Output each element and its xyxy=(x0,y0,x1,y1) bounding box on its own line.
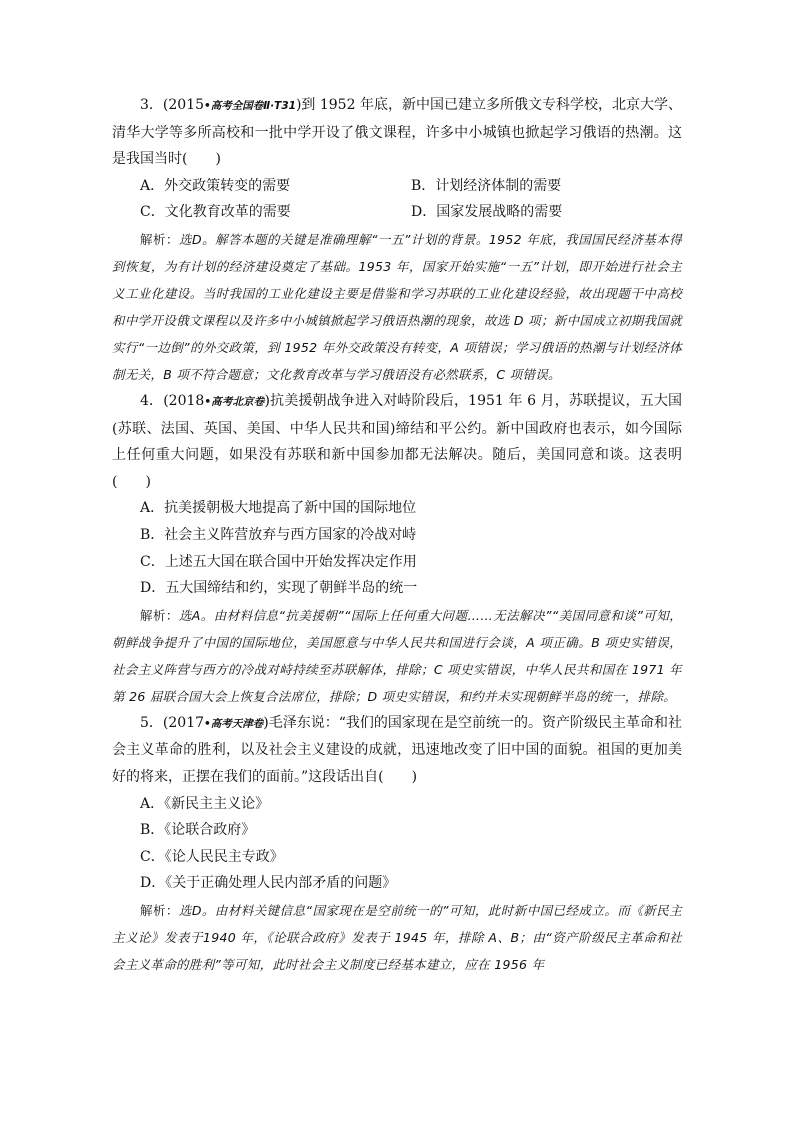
question-4-stem xyxy=(112,388,682,495)
question-4-option-a: A．抗美援朝极大地提高了新中国的国际地位 xyxy=(140,500,417,517)
question-4-text: )抗美援朝战争进入对峙阶段后，1951 年 6 月，苏联提议，五大国(苏联、法国、英国、美国、中华人民共和国)缔结和平公约。新中国政府也表示，如今国际上任何重大问题，如果没有苏联和新中国参加都无法解决。随后，美国同意和谈。这表明( ) xyxy=(112,392,683,490)
question-5-option-a: A．《新民主主义论》 xyxy=(140,795,270,812)
question-4-source: •高考北京卷 xyxy=(204,395,265,408)
question-4-option-d: D．五大国缔结和约，实现了朝鲜半岛的统一 xyxy=(140,580,418,597)
question-4-option-b: B．社会主义阵营放弃与西方国家的冷战对峙 xyxy=(140,526,417,543)
question-5-analysis xyxy=(112,897,682,978)
question-3-option-d: D．国家发展战略的需要 xyxy=(411,204,563,221)
document-body xyxy=(112,92,682,978)
question-3-analysis xyxy=(112,226,682,388)
question-3-stem xyxy=(112,92,682,173)
question-4-number: 4．(2018 xyxy=(140,392,205,409)
question-3-analysis-text: 选D。解答本题的关键是准确理解“一五”计划的背景。1952 年底，我国国民经济基本得到恢复，为有计划的经济建设奠定了基础。1953 年，国家开始实施“一五”计划，即开始进行社会主义工业化建设。当时我国的工业化建设主要是借鉴和学习苏联的工业化建设经验，故出现题干中高校和中学开设俄文课程以及许多中小城镇掀起学习俄语热潮的现象，故选 D 项；新中国成立初期我国就实行“一边倒”的外交政策，到 1952 年外交政策没有转变，A 项错误；学习俄语的热潮与计划经济体制无关，B 项不符合题意；文化教育改革与学习俄语没有必然联系，C 项错误。 xyxy=(112,231,683,382)
question-3-option-c: C．文化教育改革的需要 xyxy=(140,204,291,221)
question-3-text: )到 1952 年底，新中国已建立多所俄文专科学校，北京大学、清华大学等多所高校和一批中学开设了俄文课程，许多中小城镇也掀起学习俄语的热潮。这是我国当时( ) xyxy=(112,97,683,168)
question-4-analysis-label: 解析： xyxy=(140,607,179,623)
question-4-option-c: C．上述五大国在联合国中开始发挥决定作用 xyxy=(140,553,417,570)
question-5-analysis-text: 选D。由材料关键信息“国家现在是空前统一的”可知，此时新中国已经成立。而《新民主主义论》发表于1940 年，《论联合政府》发表于 1945 年，排除 A、B；由“资产阶级民主革命和社会主义革命的胜利”等可知，此时社会主义制度已经基本建立，应在 1956 年 xyxy=(112,902,683,972)
question-3-options-row-1 xyxy=(112,173,682,200)
question-5-text: )毛泽东说：“我们的国家现在是空前统一的。资产阶级民主革命和社会主义革命的胜利，以及社会主义建设的成就，迅速地改变了旧中国的面貌。祖国的更加美好的将来，正摆在我们的面前。”这段话出自( ) xyxy=(112,714,683,785)
question-5-option-b: B．《论联合政府》 xyxy=(140,822,256,839)
question-3-option-a: A．外交政策转变的需要 xyxy=(140,177,291,194)
question-3-number: 3．(2015 xyxy=(140,97,205,113)
question-5-option-d: D．《关于正确处理人民内部矛盾的问题》 xyxy=(140,875,397,892)
question-3-source: •高考全国卷Ⅱ·T31 xyxy=(204,100,296,112)
question-3-analysis-label: 解析： xyxy=(140,231,179,247)
question-5-number: 5．(2017 xyxy=(140,714,205,731)
question-4-analysis-text: 选A。由材料信息“抗美援朝”“国际上任何重大问题……无法解决”“美国同意和谈”可知，朝鲜战争提升了中国的国际地位，美国愿意与中华人民共和国进行会谈，A 项正确。B 项史实错误，社会主义阵营与西方的冷战对峙持续至苏联解体，排除；C 项史实错误，中华人民共和国在 1971 年第 26 届联合国大会上恢复合法席位，排除；D 项史实错误，和约并未实现朝鲜半岛的统一，排除。 xyxy=(112,607,682,704)
question-5-stem xyxy=(112,710,682,791)
question-4-analysis xyxy=(112,602,682,710)
question-5-analysis-label: 解析： xyxy=(140,902,179,918)
question-3-options-row-2 xyxy=(112,199,682,226)
question-5-source: •高考天津卷 xyxy=(204,717,264,730)
question-3-option-b: B．计划经济体制的需要 xyxy=(411,177,562,194)
question-5-option-c: C．《论人民民主专政》 xyxy=(140,848,284,865)
